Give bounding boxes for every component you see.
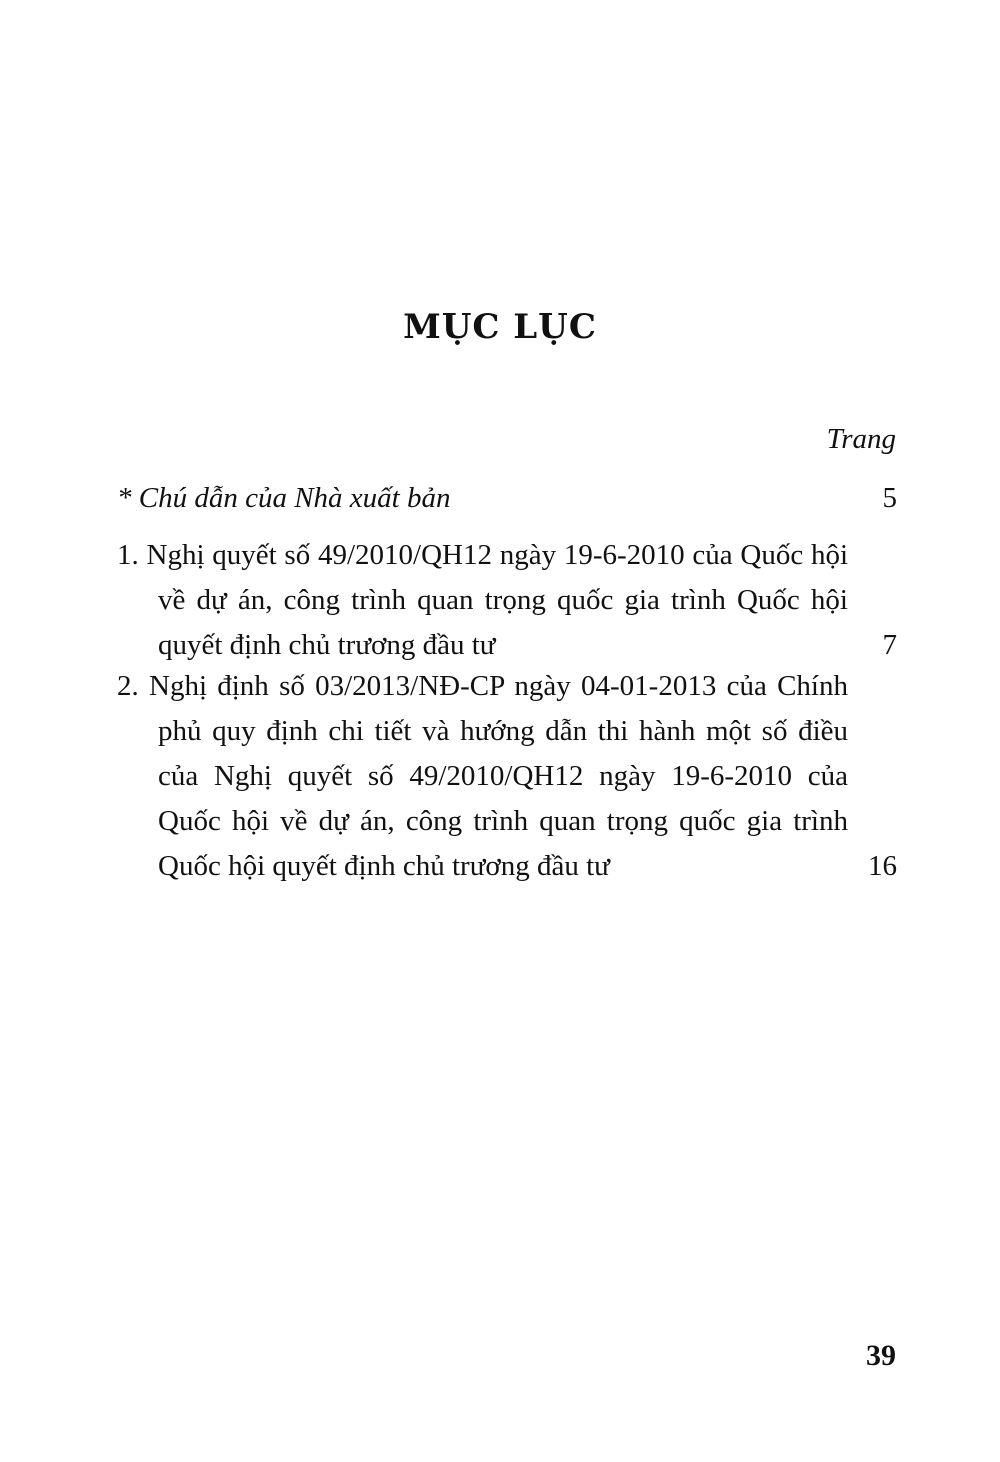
toc-entry-text: 2. Nghị định số 03/2013/NĐ-CP ngày 04-01-2013 của Chính phủ quy định chi tiết và hướng dẫn thi hành một số điều của Nghị quyết số 49/2010/QH12 ngày 19-6-2010 của Quốc hội về dự án, công trình quan trọng quốc gia trình Quốc hội quyết định chủ trương đầu tư <box>117 670 848 882</box>
page-title: MỤC LỤC <box>403 307 597 347</box>
toc-entry-page-number: 7 <box>882 629 897 661</box>
toc-entry-text: * Chú dẫn của Nhà xuất bản <box>117 482 451 514</box>
page-column-header: Trang <box>826 423 896 455</box>
toc-entry-decree <box>117 664 897 889</box>
toc-entry-publisher-note <box>117 476 897 521</box>
toc-entry-resolution <box>117 533 897 668</box>
toc-entry-text: 1. Nghị quyết số 49/2010/QH12 ngày 19-6-2010 của Quốc hội về dự án, công trình quan trọng quốc gia trình Quốc hội quyết định chủ trương đầu tư <box>117 539 848 661</box>
toc-entry-page-number: 5 <box>882 482 897 514</box>
toc-entry-page-number: 16 <box>868 850 897 882</box>
page-number: 39 <box>866 1339 896 1372</box>
